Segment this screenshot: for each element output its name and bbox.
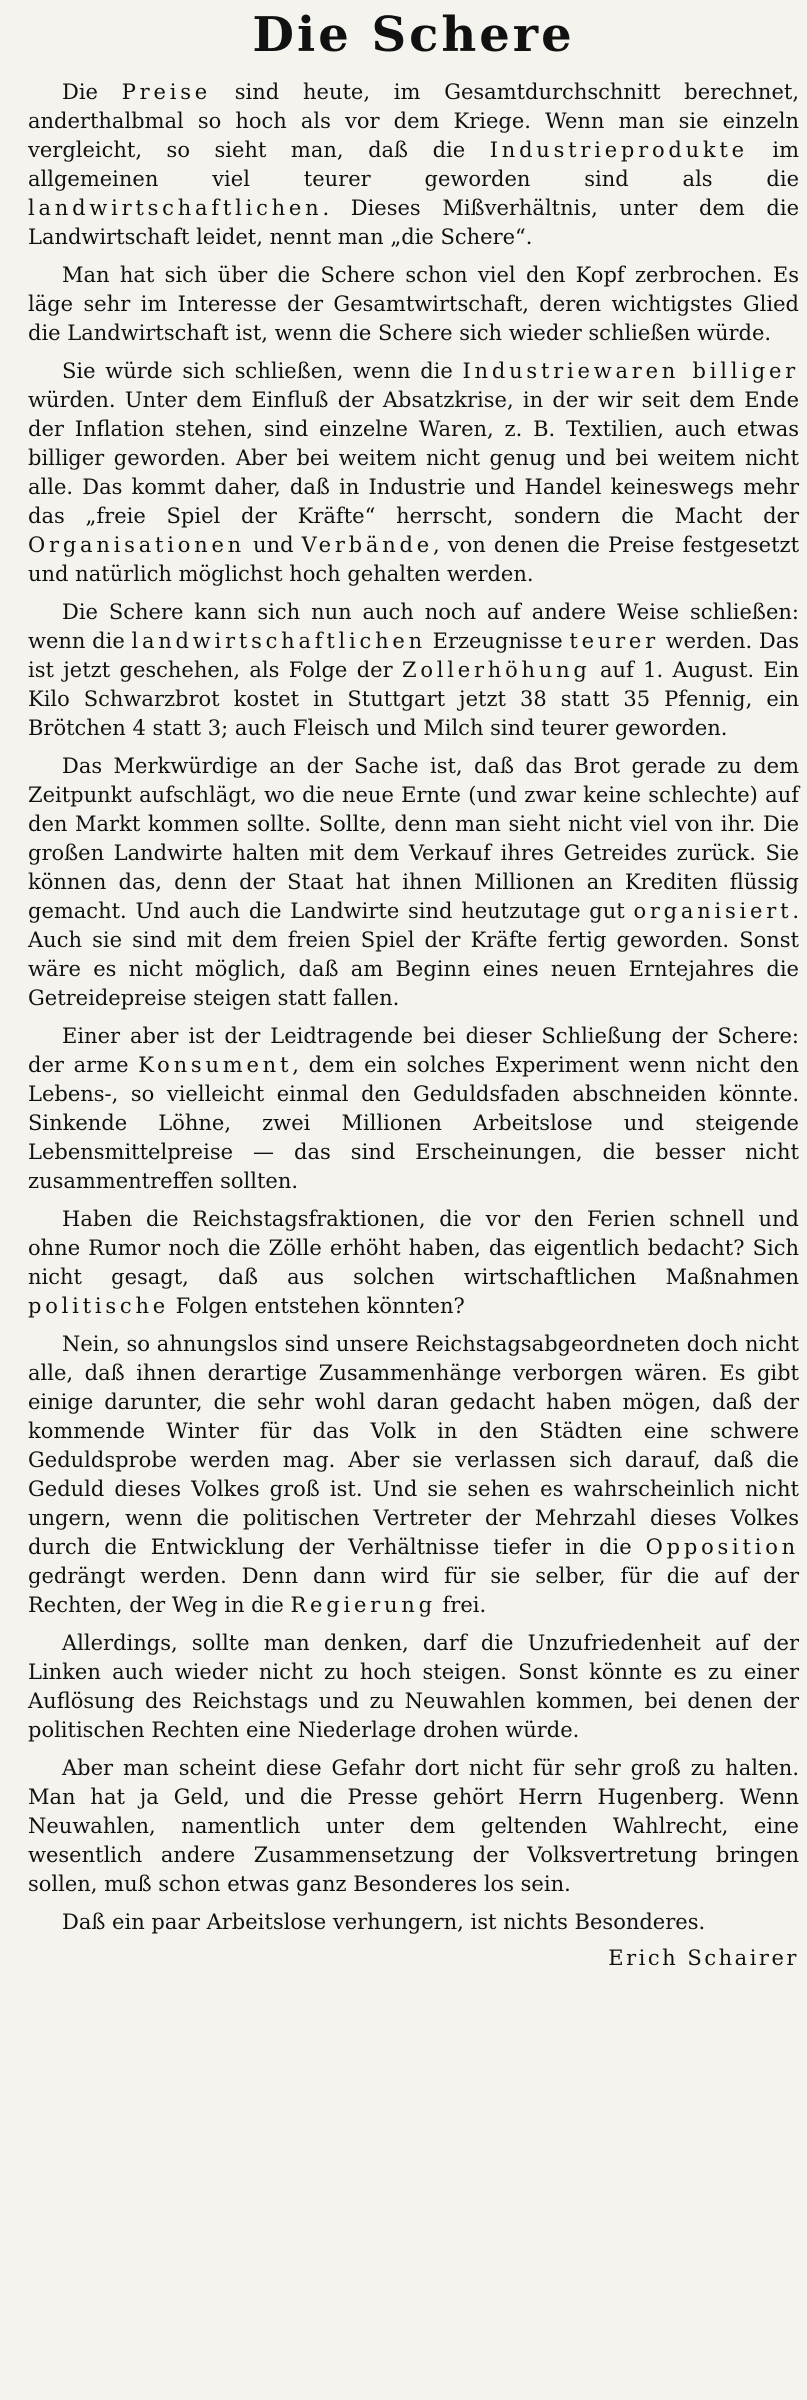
article-paragraph <box>28 1022 799 1196</box>
article-paragraph <box>28 1754 799 1899</box>
byline-row <box>28 1946 799 1970</box>
emphasized-text: Organisationen <box>28 533 245 557</box>
paragraph-text: würden. Unter dem Einfluß der Absatzkrise, in der wir seit dem Ende der Inflation stehen, sind einzelne Waren, z. B. Textilien, auch etwas billiger geworden. Aber bei weitem nicht genug und bei weitem nicht alle. Das kommt daher, daß in Industrie und Handel keineswegs mehr das „freie Spiel der Kräfte“ herrscht, sondern die Macht der <box>28 388 799 528</box>
paragraph-text: im allgemeinen viel teurer geworden sind als die <box>28 138 799 191</box>
closing-paragraph <box>28 1908 799 1937</box>
paragraph-text: auf 1. August. Ein Kilo Schwarzbrot kostet in Stuttgart jetzt 38 statt 35 Pfennig, ein Brötchen 4 statt 3; auch Fleisch und Milch sind teurer geworden. <box>28 658 799 740</box>
emphasized-text: politische <box>28 1294 169 1318</box>
article-paragraph <box>28 357 799 589</box>
article-paragraph <box>28 1629 799 1745</box>
paragraph-text: Die <box>62 80 122 104</box>
paragraph-text: und <box>244 533 302 557</box>
emphasized-text: Preise <box>121 80 211 104</box>
paragraph-text: Einer aber ist der Leidtragende bei dieser Schließung der Schere: der arme <box>28 1024 799 1077</box>
paragraph-text: Die Schere kann sich nun auch noch auf andere Weise schließen: wenn die <box>28 600 799 653</box>
paragraph-text: Aber man scheint diese Gefahr dort nicht für sehr groß zu halten. Man hat ja Geld, und die Presse gehört Herrn Hugenberg. Wenn Neuwahlen, namentlich unter dem geltenden Wahlrecht, eine wesentlich andere Zusammensetzung der Volksvertretung bringen sollen, muß schon etwas ganz Besonderes los sein. <box>28 1756 799 1896</box>
emphasized-text: Regierung <box>290 1593 436 1617</box>
article-body <box>28 78 799 1899</box>
paragraph-text: Haben die Reichstagsfraktionen, die vor den Ferien schnell und ohne Rumor noch die Zölle erhöht haben, das eigentlich bedacht? Sich nicht gesagt, daß aus solchen wirtschaftlichen Maßnahmen <box>28 1207 799 1289</box>
emphasized-text: teurer <box>569 629 659 653</box>
emphasized-text: Konsument <box>138 1053 293 1077</box>
emphasized-text: Zollerhöhung <box>401 658 591 682</box>
emphasized-text: Industrieprodukte <box>489 138 748 162</box>
article-paragraph <box>28 78 799 252</box>
emphasized-text: landwirtschaftlichen <box>28 196 323 220</box>
paragraph-text: , dem ein solches Experiment wenn nicht den Lebens-, so vielleicht einmal den Geduldsfaden abschneiden könnte. Sinkende Löhne, zwei Millionen Arbeitslose und steigende Lebensmittelpreise — das sind Erscheinungen, die besser nicht zusammentreffen sollten. <box>28 1053 799 1193</box>
paragraph-text: Nein, so ahnungslos sind unsere Reichstagsabgeordneten doch nicht alle, daß ihnen derartige Zusammenhänge verborgen wären. Es gibt einige darunter, die sehr wohl daran gedacht haben mögen, daß der kommende Winter für das Volk in den Städten eine schwere Geduldsprobe werden mag. Aber sie verlassen sich darauf, daß die Geduld dieses Volkes groß ist. Und sie sehen es wahrscheinlich nicht ungern, wenn die politischen Vertreter der Mehrzahl dieses Volkes durch die Entwicklung der Verhältnisse tiefer in die <box>28 1332 799 1559</box>
emphasized-text: Opposition <box>645 1535 799 1559</box>
closing-text: Daß ein paar Arbeitslose verhungern, ist nichts Besonderes. <box>62 1910 706 1934</box>
paragraph-text: sind heute, im Gesamtdurchschnitt berechnet, anderthalbmal so hoch als vor dem Kriege. Wenn man sie einzeln vergleicht, so sieht man, daß die <box>28 80 799 162</box>
emphasized-text: organisiert <box>633 899 793 923</box>
paragraph-text: frei. <box>435 1593 487 1617</box>
paragraph-text: , von denen die Preise festgesetzt und natürlich möglichst hoch gehalten werden. <box>28 533 800 586</box>
emphasized-text: Verbände <box>301 533 433 557</box>
article-title: Die Schere <box>252 7 575 63</box>
emphasized-text: landwirtschaftlichen <box>131 629 426 653</box>
paragraph-text: . Dieses Mißverhältnis, unter dem die Landwirtschaft leidet, nennt man „die Schere“. <box>28 196 799 249</box>
paragraph-text: Das Merkwürdige an der Sache ist, daß das Brot gerade zu dem Zeitpunkt aufschlägt, wo die neue Ernte (und zwar keine schlechte) auf den Markt kommen sollte. Sollte, denn man sieht nicht viel von ihr. Die großen Landwirte halten mit dem Verkauf ihres Getreides zurück. Sie können das, denn der Staat hat ihnen Millionen an Krediten flüssig gemacht. Und auch die Landwirte sind heutzutage gut <box>28 754 799 923</box>
article-paragraph <box>28 1205 799 1321</box>
article-paragraph <box>28 261 799 348</box>
paragraph-text: . Auch sie sind mit dem freien Spiel der Kräfte fertig geworden. Sonst wäre es nicht möglich, daß am Beginn eines neuen Erntejahres die Getreidepreise steigen statt fallen. <box>28 899 799 1010</box>
paragraph-text: Erzeugnisse <box>425 629 570 653</box>
article-paragraph <box>28 1330 799 1620</box>
emphasized-text: Industriewaren billiger <box>462 359 800 383</box>
article-paragraph <box>28 752 799 1013</box>
author-signature: Erich Schairer <box>608 1946 799 1970</box>
paragraph-text: Allerdings, sollte man denken, darf die Unzufriedenheit auf der Linken auch wieder nicht zu hoch steigen. Sonst könnte es zu einer Auflösung des Reichstags und zu Neuwahlen kommen, bei denen der politischen Rechten eine Niederlage drohen würde. <box>28 1631 799 1742</box>
article-paragraph <box>28 598 799 743</box>
paragraph-text: Sie würde sich schließen, wenn die <box>62 359 463 383</box>
paragraph-text: gedrängt werden. Denn dann wird für sie selber, für die auf der Rechten, der Weg in die <box>28 1564 799 1617</box>
paragraph-text: Folgen entstehen könnten? <box>168 1294 465 1318</box>
paragraph-text: werden. Das ist jetzt geschehen, als Folge der <box>28 629 800 682</box>
paragraph-text: Man hat sich über die Schere schon viel den Kopf zerbrochen. Es läge sehr im Interesse der Gesamtwirtschaft, deren wichtigstes Glied die Landwirtschaft ist, wenn die Schere sich wieder schließen würde. <box>28 263 799 345</box>
